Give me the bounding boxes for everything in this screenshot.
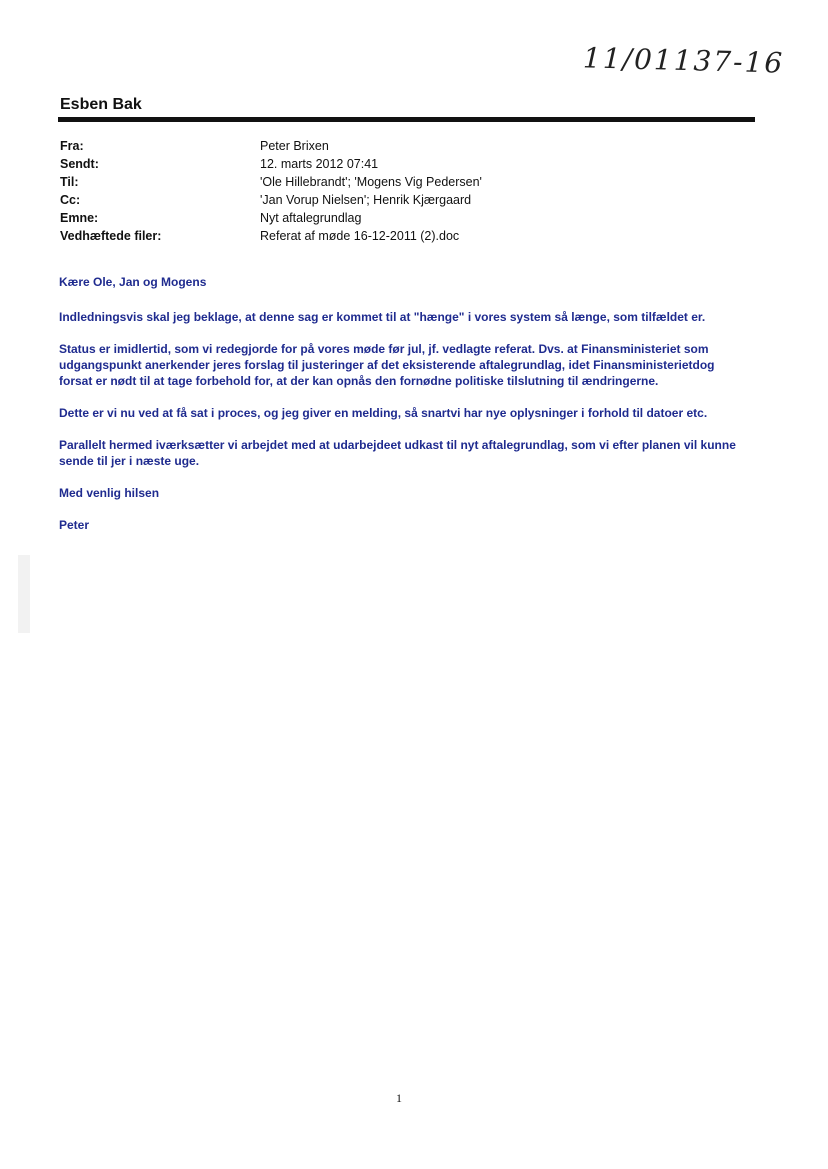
header-from <box>60 137 482 155</box>
header-label: Vedhæftede filer: <box>60 229 162 243</box>
body-paragraph: Parallelt hermed iværksætter vi arbejdet med at udarbejdeet udkast til nyt aftalegrundlag, som vi efter planen vil kunne sende til jer i næste uge. <box>59 438 736 468</box>
header-value: 'Ole Hillebrandt'; 'Mogens Vig Pedersen' <box>260 175 482 189</box>
email-body <box>59 274 739 533</box>
header-label: Fra: <box>60 139 84 153</box>
greeting: Kære Ole, Jan og Mogens <box>59 275 207 289</box>
body-paragraph: Dette er vi nu ved at få sat i proces, og jeg giver en melding, så snartvi har nye oplysninger i forhold til datoer etc. <box>59 406 708 420</box>
header-label: Cc: <box>60 193 81 207</box>
header-label: Sendt: <box>60 157 99 171</box>
attachment-filename: Referat af møde 16-12-2011 (2).doc <box>260 229 460 243</box>
header-to <box>60 173 482 191</box>
header-attachments <box>60 227 482 245</box>
header-value: Peter Brixen <box>260 139 329 153</box>
header-label: Til: <box>60 175 79 189</box>
header-value: Nyt aftalegrundlag <box>260 211 362 225</box>
body-paragraph: Indledningsvis skal jeg beklage, at denne sag er kommet til at "hænge" i vores system så længe, som tilfældet er. <box>59 310 706 324</box>
page-number: 1 <box>396 1091 402 1105</box>
body-paragraph: Status er imidlertid, som vi redegjorde for på vores møde før jul, jf. vedlagte referat. Dvs. at Finansministeriet som udgangspunkt anerkender jeres forslag til justeringer af det eksisterende aftalegrundlag, idet Finansministerietdog forsat er nødt til at tage forbehold for, at der kan opnås den fornødne politiske tilslutning til ændringerne. <box>59 342 715 388</box>
header-label: Emne: <box>60 211 99 225</box>
header-subject <box>60 209 482 227</box>
header-cc <box>60 191 482 209</box>
closing: Med venlig hilsen <box>59 486 160 500</box>
signature: Peter <box>59 518 90 532</box>
header-sent <box>60 155 482 173</box>
handwritten-case-number: 11/01137-16 <box>582 41 785 80</box>
header-divider <box>58 117 755 122</box>
mailbox-owner-name: Esben Bak <box>60 96 142 113</box>
header-value: 'Jan Vorup Nielsen'; Henrik Kjærgaard <box>260 193 472 207</box>
email-headers <box>60 137 482 245</box>
header-value: 12. marts 2012 07:41 <box>260 157 379 171</box>
scan-artifact <box>18 555 30 633</box>
